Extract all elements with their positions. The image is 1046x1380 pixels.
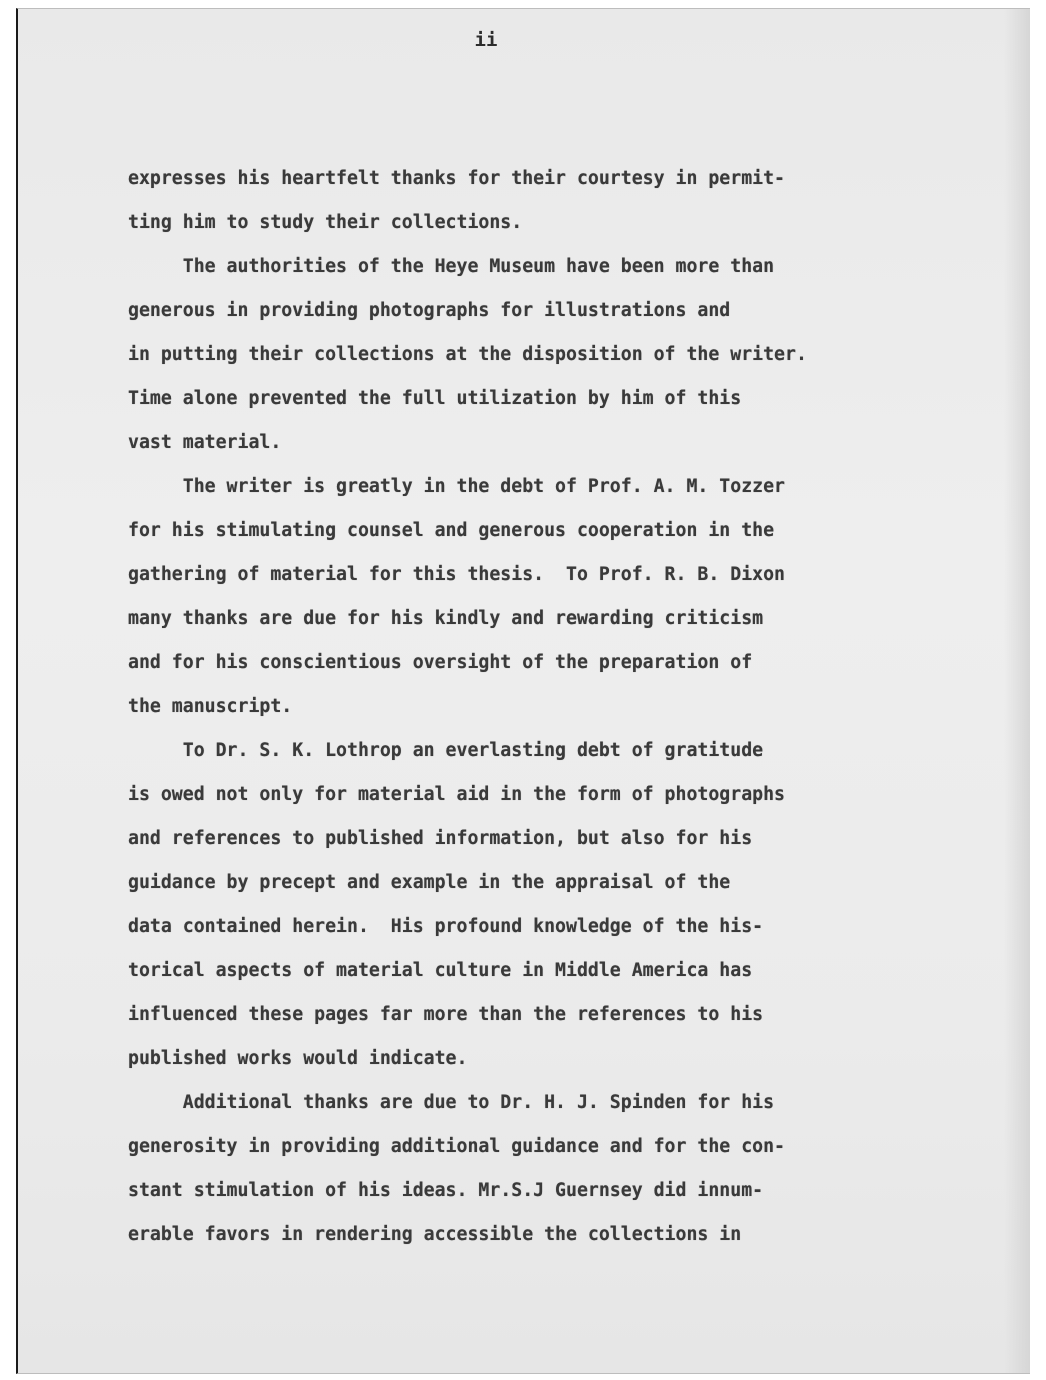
text-line: vast material. xyxy=(128,432,282,453)
text-line: in putting their collections at the disposition of the writer. xyxy=(128,344,807,365)
text-line: the manuscript. xyxy=(128,696,293,717)
text-line: erable favors in rendering accessible the collections in xyxy=(128,1224,742,1245)
text-line: for his stimulating counsel and generous cooperation in the xyxy=(128,520,775,541)
text-line: To Dr. S. K. Lothrop an everlasting debt of gratitude xyxy=(128,740,764,761)
text-line: data contained herein. His profound knowledge of the his- xyxy=(128,916,764,937)
text-line: The authorities of the Heye Museum have been more than xyxy=(128,256,775,277)
text-line: expresses his heartfelt thanks for their courtesy in permit- xyxy=(128,168,785,189)
text-line: generous in providing photographs for illustrations and xyxy=(128,300,731,321)
text-line: generosity in providing additional guidance and for the con- xyxy=(128,1136,785,1157)
body-text xyxy=(128,157,1008,1257)
page-number: ii xyxy=(474,29,498,51)
text-line: stant stimulation of his ideas. Mr.S.J Guernsey did innum- xyxy=(128,1180,764,1201)
text-line: Additional thanks are due to Dr. H. J. Spinden for his xyxy=(128,1092,775,1113)
text-line: guidance by precept and example in the appraisal of the xyxy=(128,872,731,893)
typewritten-page xyxy=(16,8,1030,1374)
text-line: and references to published information, but also for his xyxy=(128,828,753,849)
text-line: many thanks are due for his kindly and rewarding criticism xyxy=(128,608,764,629)
text-line: torical aspects of material culture in Middle America has xyxy=(128,960,753,981)
text-line: gathering of material for this thesis. To Prof. R. B. Dixon xyxy=(128,564,785,585)
text-line: influenced these pages far more than the references to his xyxy=(128,1004,764,1025)
text-line: The writer is greatly in the debt of Prof. A. M. Tozzer xyxy=(128,476,785,497)
text-line: published works would indicate. xyxy=(128,1048,468,1069)
text-line: ting him to study their collections. xyxy=(128,212,523,233)
text-line: and for his conscientious oversight of the preparation of xyxy=(128,652,753,673)
text-line: Time alone prevented the full utilization by him of this xyxy=(128,388,742,409)
text-line: is owed not only for material aid in the form of photographs xyxy=(128,784,785,805)
